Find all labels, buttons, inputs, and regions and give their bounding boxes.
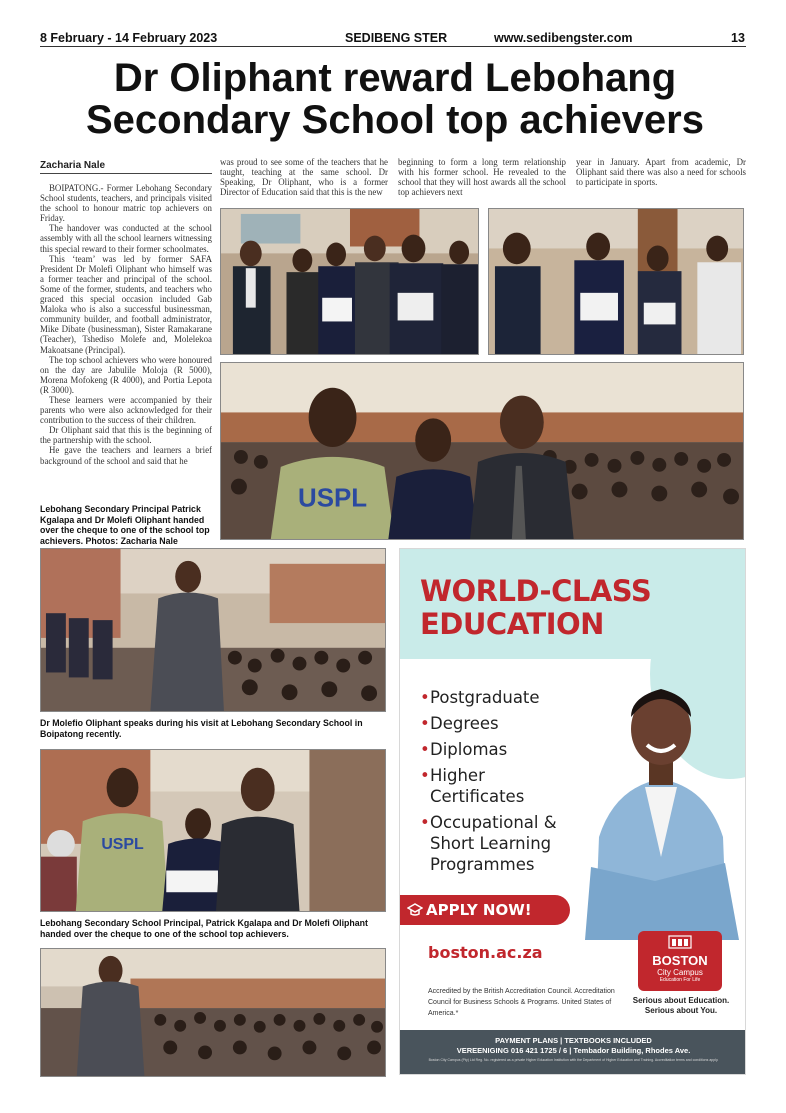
article-column-4 xyxy=(576,157,746,207)
article-headline xyxy=(40,57,750,141)
shirt-logo-text: USPL xyxy=(298,484,368,513)
logo-tagline: Education For Life xyxy=(659,977,701,983)
caption-main-photo: Lebohang Secondary Principal Patrick Kgalapa and Dr Molefi Oliphant handed over the cheque to one of the school top achievers. Photos: Zacharia Nale xyxy=(40,504,210,546)
graduation-cap-icon xyxy=(407,902,423,918)
slogan-line-2: Serious about You. xyxy=(644,1006,718,1015)
ad-footer-payment: PAYMENT PLANS | TEXTBOOKS INCLUDED xyxy=(495,1036,652,1045)
headline-line-2: Secondary School top achievers xyxy=(86,98,704,142)
photo-group-certificates xyxy=(220,208,479,355)
photo-school-assembly xyxy=(40,948,386,1077)
boston-logo xyxy=(638,931,722,991)
ad-slogan xyxy=(626,996,736,1016)
apply-now-button[interactable] xyxy=(400,895,570,925)
ad-program-item: • Occupational & Short Learning Programmes xyxy=(420,812,580,875)
caption-speech-photo: Dr Molefio Oliphant speaks during his visit at Lebohang Secondary School in Boipatong recently. xyxy=(40,718,363,739)
issue-date: 8 February - 14 February 2023 xyxy=(40,31,218,45)
article-column-3 xyxy=(398,157,566,207)
ad-program-item: • Postgraduate xyxy=(420,687,580,708)
paragraph: This ‘team’ was led by former SAFA President Dr Molefi Oliphant who himself was a former teacher and principal of the school. Some of the former, students, and teachers who graced this special occasion included Gab Maloka who is also a successful businessman, community builder, and football administrator, Mike Dibate (businessman), Sister Ramakarane (Teacher), Tshediso Molefe and, Molelekoa Makoatsane (Principal). xyxy=(40,253,212,355)
ad-footer xyxy=(400,1030,746,1075)
ad-program-list xyxy=(420,687,580,880)
paragraph: He gave the teachers and learners a brief background of the school and said that he xyxy=(40,445,212,466)
page-header xyxy=(0,0,786,48)
paragraph: Dr Oliphant said that this is the beginning of the partnership with the school. xyxy=(40,425,212,446)
logo-subtitle: City Campus xyxy=(657,968,703,977)
header-rule xyxy=(40,46,746,47)
article-column-2 xyxy=(220,157,388,207)
paper-name: SEDIBENG STER xyxy=(345,31,448,45)
ad-program-item: • Higher Certificates xyxy=(420,765,540,807)
article-column-1 xyxy=(40,183,212,489)
caption-cheque-photo: Lebohang Secondary School Principal, Patrick Kgalapa and Dr Molefi Oliphant handed over the cheque to one of the school top achievers. xyxy=(40,918,368,939)
slogan-line-1: Serious about Education. xyxy=(632,996,730,1005)
ad-headline xyxy=(420,575,651,641)
photo-main-cheque-handover xyxy=(220,362,744,540)
paragraph: beginning to form a long term relationship with his former school. He revealed to the school that they will host awards all the school top achievers next xyxy=(398,157,566,198)
logo-name: BOSTON xyxy=(652,953,708,968)
paragraph: These learners were accompanied by their parents who were also acknowledged for their contribution to the success of their children. xyxy=(40,394,212,426)
shirt-logo-text-2: USPL xyxy=(101,835,144,853)
ad-headline-line-1: WORLD-CLASS xyxy=(420,574,652,608)
photo-learners-certificates xyxy=(488,208,744,355)
ad-footer-contact: VEREENIGING 016 421 1725 / 6 | Tembador Building, Rhodes Ave. xyxy=(456,1046,691,1055)
ad-program-item: • Diplomas xyxy=(420,739,580,760)
page-number: 13 xyxy=(731,31,745,45)
paragraph: The handover was conducted at the school assembly with all the school learners witnessing this special reward to their former schoolmates. xyxy=(40,223,212,254)
headline-line-1: Dr Oliphant reward Lebohang xyxy=(113,56,677,100)
paragraph: year in January. Apart from academic, Dr Oliphant said there was also a need for schools to participate in sports. xyxy=(576,157,746,188)
paragraph: BOIPATONG.- Former Lebohang Secondary School students, teachers, and principals visited the school to honour matric top achievers on Friday. xyxy=(40,183,212,224)
apply-now-label: APPLY NOW! xyxy=(426,901,532,919)
ad-student-photo xyxy=(575,667,746,940)
website-link[interactable]: www.sedibengster.com xyxy=(494,31,633,45)
photo-oliphant-speaking xyxy=(40,548,386,712)
crest-icon xyxy=(668,935,692,949)
ad-footer-fineprint: Boston City Campus (Pty) Ltd Reg. No. registered as a private Higher Education Institution with the Department of Higher Education and Training. Accreditation terms and conditions apply. xyxy=(428,1058,719,1062)
ad-headline-line-2: EDUCATION xyxy=(420,607,604,641)
ad-website-link[interactable]: boston.ac.za xyxy=(428,943,543,962)
ad-program-item: • Degrees xyxy=(420,713,580,734)
ad-accreditation: Accredited by the British Accreditation Council. Accreditation Council for Business Schools & Programs. United States of America.* xyxy=(428,988,615,1017)
paragraph: The top school achievers who were honoured on the day are Jabulile Moloja (R 5000), Morena Mofokeng (R 4000), and Portia Lepota (R 3000). xyxy=(40,354,212,395)
photo-cheque-handover xyxy=(40,749,386,912)
paragraph: was proud to see some of the teachers that he taught, teaching at the same school. Dr Speaking, Dr Oliphant, who is a former Director of Education said that this is the new xyxy=(220,157,388,198)
boston-advertisement[interactable] xyxy=(399,548,746,1075)
byline: Zacharia Nale xyxy=(40,160,212,174)
